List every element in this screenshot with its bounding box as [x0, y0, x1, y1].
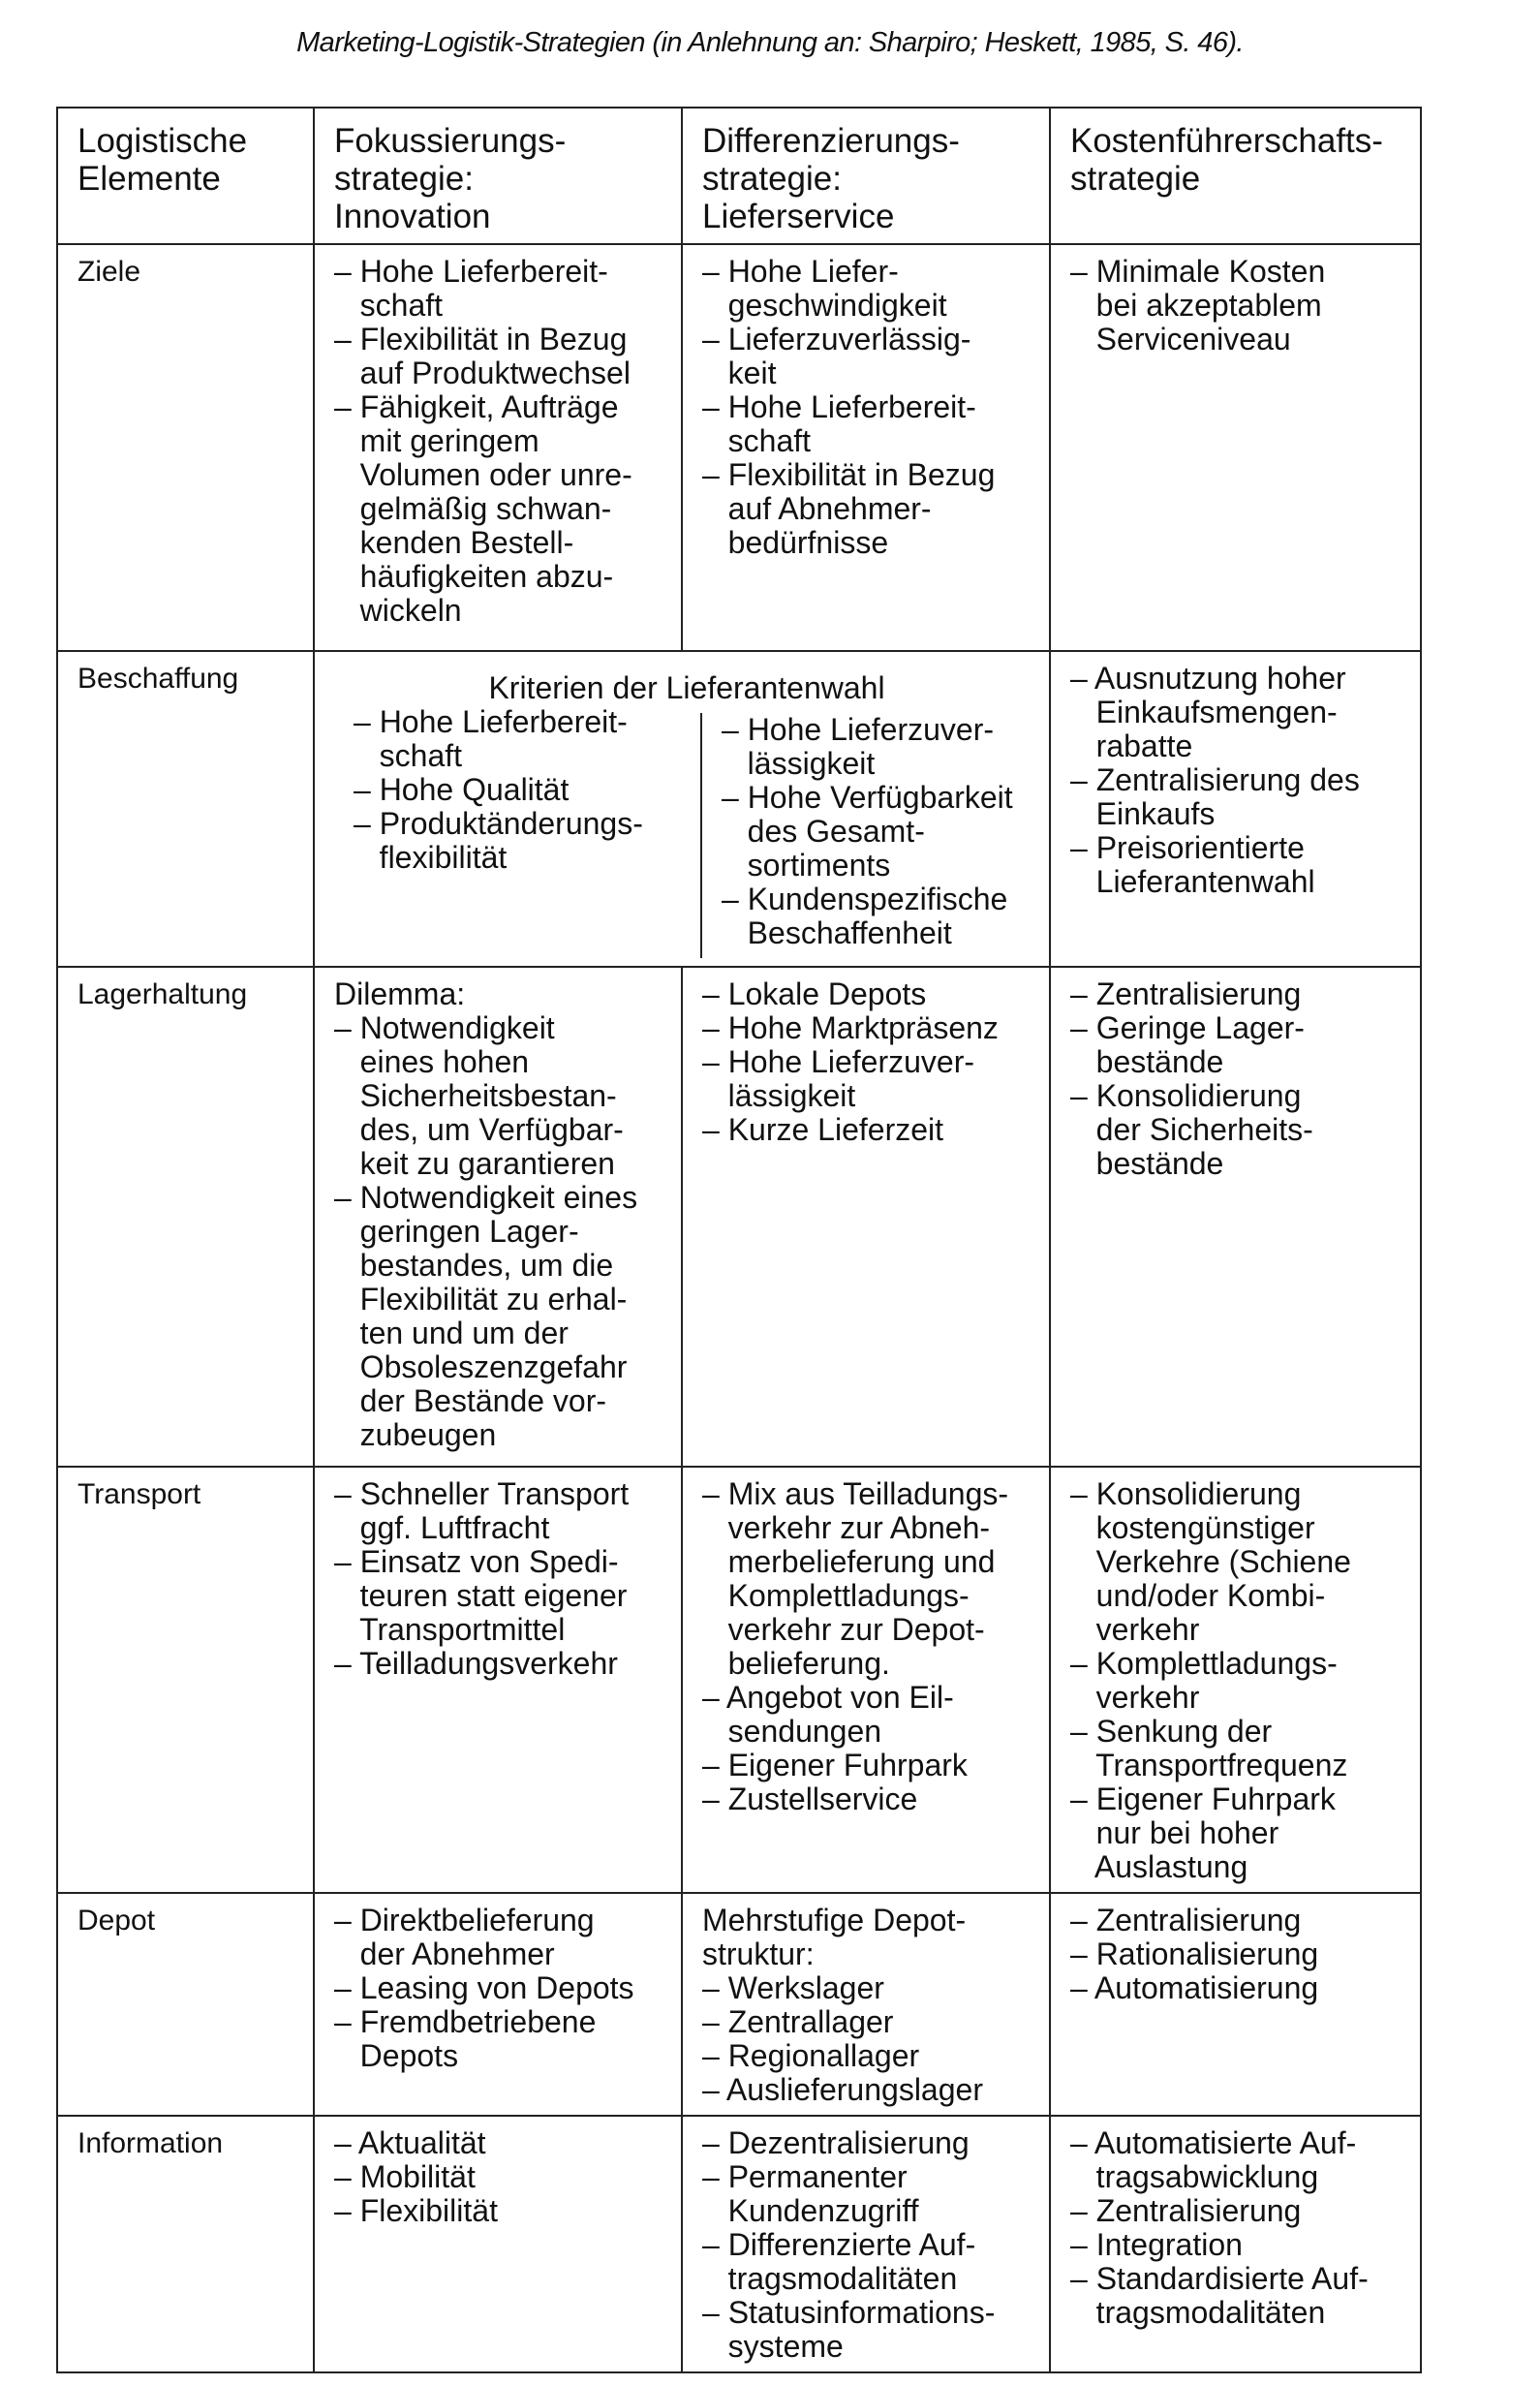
cell-text: – Zentrallager	[702, 2004, 894, 2039]
cell-text: Mehrstufige Depot-	[702, 1903, 967, 1937]
cell-text: ten und um der	[334, 1316, 569, 1350]
table-row	[57, 244, 1421, 651]
cell-text: Serviceniveau	[1070, 322, 1291, 356]
cell-cost-leadership	[1050, 1893, 1421, 2116]
row-label	[57, 244, 314, 651]
cell-text: Transportfrequenz	[1070, 1748, 1348, 1782]
header-text: Differenzierungs-	[702, 122, 960, 160]
row-label-text: Beschaffung	[77, 663, 239, 695]
cell-text: – Zustellservice	[702, 1782, 918, 1816]
cell-text: struktur:	[702, 1937, 815, 1971]
row-label-text: Transport	[77, 1478, 201, 1510]
cell-text: geschwindigkeit	[702, 288, 947, 323]
cell-text: lässigkeit	[702, 1078, 856, 1113]
cell-text: – Einsatz von Spedi-	[334, 1544, 619, 1579]
cell-text: – Standardisierte Auf-	[1070, 2261, 1369, 2296]
table-row	[57, 2116, 1421, 2372]
cell-text: – Zentralisierung	[1070, 2193, 1302, 2228]
cell-text: auf Produktwechsel	[334, 356, 631, 390]
cell-text: Verkehre (Schiene	[1070, 1544, 1351, 1579]
cell-text: merbelieferung und	[702, 1544, 996, 1579]
cell-text: – Aktualität	[334, 2125, 486, 2160]
cell-text: gelmäßig schwan-	[334, 491, 612, 526]
cell-text: – Konsolidierung	[1070, 1078, 1302, 1113]
cell-text: Flexibilität zu erhal-	[334, 1282, 628, 1317]
header-elements	[57, 108, 314, 244]
row-label-text: Information	[77, 2127, 224, 2159]
cell-text: Transportmittel	[334, 1612, 566, 1647]
cell-focus	[314, 1893, 682, 2116]
cell-text: – Flexibilität in Bezug	[334, 322, 628, 356]
cell-text: – Eigener Fuhrpark	[702, 1748, 968, 1782]
cell-differentiation	[682, 244, 1050, 651]
cell-text: sendungen	[702, 1714, 882, 1749]
cell-text: lässigkeit	[722, 746, 876, 781]
cell-text: – Dezentralisierung	[702, 2125, 970, 2160]
cell-text: Dilemma:	[334, 976, 466, 1011]
cell-text: – Notwendigkeit	[334, 1010, 555, 1045]
cell-text: nur bei hoher	[1070, 1815, 1279, 1850]
cell-text: – Preisorientierte	[1070, 830, 1305, 865]
table-caption: Marketing-Logistik-Strategien (in Anlehnung an: Sharpiro; Heskett, 1985, S. 46).	[296, 27, 1244, 58]
cell-text: bei akzeptablem	[1070, 288, 1322, 323]
cell-text: geringen Lager-	[334, 1214, 579, 1249]
criteria-title: Kriterien der Lieferantenwahl	[488, 670, 885, 705]
cell-text: Depots	[334, 2038, 459, 2073]
cell-text: – Differenzierte Auf-	[702, 2227, 976, 2262]
cell-text: – Werkslager	[702, 1970, 884, 2005]
cell-text: Einkaufs	[1070, 796, 1216, 831]
table-row	[57, 1467, 1421, 1893]
cell-text: mit geringem	[334, 423, 539, 458]
cell-text: Lieferantenwahl	[1070, 864, 1315, 899]
cell-text: bestandes, um die	[334, 1248, 614, 1283]
cell-text: Komplettladungs-	[702, 1578, 970, 1613]
header-cost-leadership-strategy	[1050, 108, 1421, 244]
cell-text: bestände	[1070, 1044, 1224, 1079]
cell-text: der Bestände vor-	[334, 1383, 607, 1418]
cell-differentiation	[682, 967, 1050, 1467]
cell-text: belieferung.	[702, 1646, 890, 1681]
cell-cost-leadership	[1050, 1467, 1421, 1893]
cell-text: teuren statt eigener	[334, 1578, 628, 1613]
cell-text: – Integration	[1070, 2227, 1243, 2262]
header-text: strategie:	[334, 160, 474, 198]
cell-text: verkehr zur Depot-	[702, 1612, 985, 1647]
header-text: Fokussierungs-	[334, 122, 567, 160]
cell-text: – Auslieferungslager	[702, 2072, 983, 2107]
cell-text: Kundenzugriff	[702, 2193, 919, 2228]
cell-text: – Automatisierte Auf-	[1070, 2125, 1357, 2160]
cell-text: – Permanenter	[702, 2159, 908, 2194]
row-label	[57, 967, 314, 1467]
cell-text: – Zentralisierung des	[1070, 762, 1360, 797]
cell-text: – Lieferzuverlässig-	[702, 322, 971, 356]
header-text: Kostenführerschafts-	[1070, 122, 1383, 160]
header-text: strategie:	[702, 160, 842, 198]
cell-text: – Mobilität	[334, 2159, 476, 2194]
cell-text: systeme	[702, 2329, 844, 2364]
cell-text: schaft	[702, 423, 812, 458]
cell-text: des Gesamt-	[722, 814, 925, 849]
row-label	[57, 2116, 314, 2372]
table-row	[57, 967, 1421, 1467]
cell-text: schaft	[354, 738, 463, 773]
row-label-text: Lagerhaltung	[77, 978, 248, 1010]
cell-text: – Konsolidierung	[1070, 1476, 1302, 1511]
cell-differentiation	[682, 1893, 1050, 2116]
header-differentiation-strategy	[682, 108, 1050, 244]
header-text: Innovation	[334, 198, 491, 235]
cell-text: – Flexibilität	[334, 2193, 498, 2228]
cell-text: – Produktänderungs-	[354, 806, 643, 841]
cell-text: des, um Verfügbar-	[334, 1112, 624, 1147]
cell-text: – Komplettladungs-	[1070, 1646, 1338, 1681]
cell-differentiation	[682, 2116, 1050, 2372]
cell-text: – Hohe Verfügbarkeit	[722, 780, 1013, 815]
cell-text: keit zu garantieren	[334, 1146, 615, 1181]
cell-text: – Statusinformations-	[702, 2295, 996, 2330]
cell-text: Auslastung	[1070, 1849, 1248, 1884]
header-text: Logistische	[77, 122, 248, 160]
cell-text: – Ausnutzung hoher	[1070, 661, 1346, 696]
table-row	[57, 651, 1421, 967]
cell-text: der Abnehmer	[334, 1937, 555, 1971]
cell-differentiation	[700, 713, 1039, 958]
header-text: Elemente	[77, 160, 221, 198]
cell-text: – Rationalisierung	[1070, 1937, 1319, 1971]
cell-text: verkehr zur Abneh-	[702, 1510, 991, 1545]
cell-text: – Angebot von Eil-	[702, 1680, 954, 1715]
header-text: Lieferservice	[702, 198, 895, 235]
cell-text: bedürfnisse	[702, 525, 889, 560]
cell-text: keit	[702, 356, 777, 390]
cell-cost-leadership	[1050, 651, 1421, 967]
cell-text: Volumen oder unre-	[334, 457, 632, 492]
cell-text: verkehr	[1070, 1680, 1200, 1715]
strategy-table	[56, 107, 1422, 2373]
cell-text: – Hohe Lieferbereit-	[702, 389, 976, 424]
cell-text: – Schneller Transport	[334, 1476, 630, 1511]
row-label-text: Ziele	[77, 256, 141, 288]
cell-text: – Geringe Lager-	[1070, 1010, 1305, 1045]
cell-text: schaft	[334, 288, 444, 323]
table-row	[57, 1893, 1421, 2116]
cell-focus	[314, 2116, 682, 2372]
cell-text: der Sicherheits-	[1070, 1112, 1313, 1147]
cell-text: tragsabwicklung	[1070, 2159, 1319, 2194]
cell-text: häufigkeiten abzu-	[334, 559, 614, 594]
row-label	[57, 1893, 314, 2116]
row-label	[57, 1467, 314, 1893]
cell-text: – Fremdbetriebene	[334, 2004, 597, 2039]
cell-cost-leadership	[1050, 244, 1421, 651]
merged-criteria-cell	[314, 651, 1050, 967]
cell-text: und/oder Kombi-	[1070, 1578, 1326, 1613]
cell-text: verkehr	[1070, 1612, 1200, 1647]
cell-focus	[334, 705, 700, 958]
cell-text: – Kurze Lieferzeit	[702, 1112, 944, 1147]
cell-text: rabatte	[1070, 728, 1193, 763]
cell-text: Sicherheitsbestan-	[334, 1078, 617, 1113]
cell-text: kostengünstiger	[1070, 1510, 1315, 1545]
cell-text: zubeugen	[334, 1417, 497, 1452]
cell-text: Beschaffenheit	[722, 915, 952, 950]
header-focus-strategy	[314, 108, 682, 244]
cell-text: – Hohe Lieferbereit-	[334, 254, 608, 289]
cell-text: – Hohe Lieferzuver-	[702, 1044, 975, 1079]
header-text: strategie	[1070, 160, 1201, 198]
row-label	[57, 651, 314, 967]
cell-text: – Eigener Fuhrpark	[1070, 1782, 1336, 1816]
row-label-text: Depot	[77, 1905, 156, 1937]
cell-text: – Zentralisierung	[1070, 1903, 1302, 1937]
cell-text: tragsmodalitäten	[702, 2261, 958, 2296]
cell-text: – Senkung der	[1070, 1714, 1273, 1749]
cell-text: Obsoleszenzgefahr	[334, 1349, 628, 1384]
cell-text: eines hohen	[334, 1044, 530, 1079]
cell-text: wickeln	[334, 593, 462, 628]
cell-text: – Hohe Marktpräsenz	[702, 1010, 999, 1045]
cell-text: – Teilladungsverkehr	[334, 1646, 618, 1681]
cell-text: – Leasing von Depots	[334, 1970, 634, 2005]
cell-text: – Zentralisierung	[1070, 976, 1302, 1011]
cell-text: – Fähigkeit, Aufträge	[334, 389, 619, 424]
cell-text: – Hohe Lieferbereit-	[354, 704, 628, 739]
cell-text: – Automatisierung	[1070, 1970, 1319, 2005]
cell-text: kenden Bestell-	[334, 525, 574, 560]
cell-text: – Kundenspezifische	[722, 882, 1008, 916]
cell-text: – Lokale Depots	[702, 976, 927, 1011]
cell-text: sortiments	[722, 848, 891, 883]
cell-text: – Notwendigkeit eines	[334, 1180, 638, 1215]
cell-text: – Regionallager	[702, 2038, 920, 2073]
cell-text: ggf. Luftfracht	[334, 1510, 550, 1545]
cell-text: – Mix aus Teilladungs-	[702, 1476, 1009, 1511]
cell-text: – Hohe Qualität	[354, 772, 570, 807]
header-row	[57, 108, 1421, 244]
cell-cost-leadership	[1050, 2116, 1421, 2372]
cell-focus	[314, 244, 682, 651]
cell-differentiation	[682, 1467, 1050, 1893]
cell-text: bestände	[1070, 1146, 1224, 1181]
cell-cost-leadership	[1050, 967, 1421, 1467]
cell-text: Einkaufsmengen-	[1070, 695, 1338, 729]
cell-text: – Hohe Lieferzuver-	[722, 712, 995, 747]
cell-focus	[314, 1467, 682, 1893]
cell-text: – Direktbelieferung	[334, 1903, 595, 1937]
cell-text: auf Abnehmer-	[702, 491, 932, 526]
cell-focus	[314, 967, 682, 1467]
cell-text: tragsmodalitäten	[1070, 2295, 1326, 2330]
cell-text: – Hohe Liefer-	[702, 254, 899, 289]
cell-text: – Minimale Kosten	[1070, 254, 1326, 289]
cell-text: – Flexibilität in Bezug	[702, 457, 996, 492]
cell-text: flexibilität	[354, 840, 508, 875]
